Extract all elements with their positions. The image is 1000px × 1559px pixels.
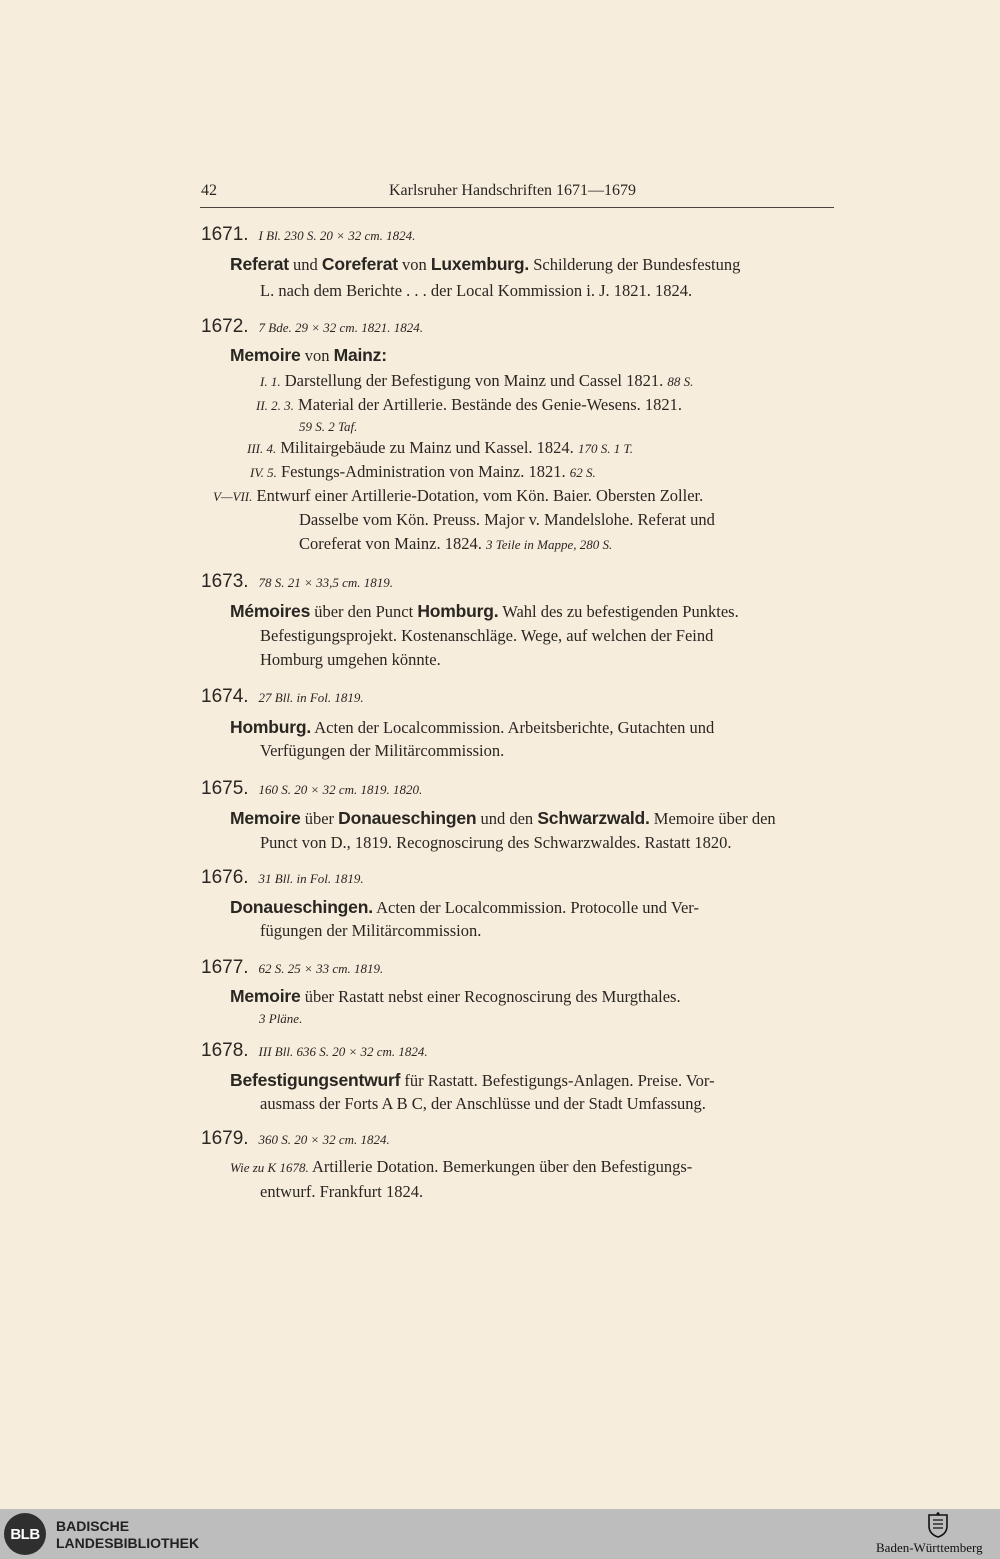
entry-1679-line-2: entwurf. Frankfurt 1824. (260, 1182, 424, 1201)
entry-1676-header (201, 867, 364, 889)
entry-meta: 7 Bde. 29 × 32 cm. 1821. 1824. (258, 320, 423, 335)
entry-1671-line-2: L. nach dem Berichte . . . der Local Kommission i. J. 1821. 1824. (260, 281, 693, 300)
entry-1672-item-3: III. 4. Militairgebäude zu Mainz und Kassel. 1824. 170 S. 1 T. (247, 438, 633, 457)
entry-meta: 78 S. 21 × 33,5 cm. 1819. (258, 575, 393, 590)
entry-1677-note: 3 Pläne. (259, 1011, 303, 1026)
entry-1673-header (201, 571, 393, 593)
title-word: Referat (230, 254, 289, 274)
entry-1674-line-1: Homburg. Acten der Localcommission. Arbeitsberichte, Gutachten und (230, 717, 715, 737)
entry-1672-item-2-note: 59 S. 2 Taf. (299, 419, 358, 434)
entry-1679-header (201, 1128, 390, 1150)
entry-number: 1679. (201, 1128, 249, 1149)
entry-meta: III Bll. 636 S. 20 × 32 cm. 1824. (258, 1044, 428, 1059)
entry-1673-line-3: Homburg umgehen könnte. (260, 650, 441, 669)
entry-number: 1673. (201, 571, 249, 592)
entry-1677-header (201, 957, 383, 979)
entry-1672-item-4: IV. 5. Festungs-Administration von Mainz. 1821. 62 S. (250, 462, 596, 481)
entry-1679-line-1: Wie zu K 1678. Artillerie Dotation. Bemerkungen über den Befestigungs- (230, 1157, 693, 1176)
entry-1672-heading: Memoire von Mainz: (230, 345, 387, 365)
entry-meta: I Bl. 230 S. 20 × 32 cm. 1824. (258, 228, 416, 243)
blb-logo-text[interactable] (56, 1518, 199, 1552)
entry-1677-line-1: Memoire über Rastatt nebst einer Recognoscirung des Murgthales. (230, 986, 681, 1006)
entry-1676-line-1: Donaueschingen. Acten der Localcommission. Protocolle und Ver- (230, 897, 699, 917)
entry-1672-item-5: V—VII. Entwurf einer Artillerie-Dotation, vom Kön. Baier. Obersten Zoller. (213, 486, 704, 505)
entry-1675-line-1: Memoire über Donaueschingen und den Schwarzwald. Memoire über den (230, 808, 776, 828)
entry-number: 1678. (201, 1040, 249, 1061)
entry-number: 1677. (201, 957, 249, 978)
title-word: Luxemburg. (430, 254, 530, 274)
entry-1672-item-5-line-3: Coreferat von Mainz. 1824. 3 Teile in Mappe, 280 S. (299, 534, 613, 553)
entry-number: 1671. (201, 224, 249, 245)
entry-1678-header (201, 1040, 428, 1062)
blb-logo[interactable]: BLB (4, 1513, 46, 1555)
entry-1674-line-2: Verfügungen der Militärcommission. (260, 741, 505, 760)
entry-1674-header (201, 686, 364, 708)
entry-1672-item-1: I. 1. Darstellung der Befestigung von Mainz und Cassel 1821. 88 S. (260, 371, 694, 390)
entry-1675-header (201, 778, 422, 800)
entry-1671-line-1: Referat und Coreferat von Luxemburg. Schilderung der Bundesfestung (230, 254, 741, 274)
entry-number: 1674. (201, 686, 249, 707)
footer-bar (0, 1509, 1000, 1559)
entry-1675-line-2: Punct von D., 1819. Recognoscirung des Schwarzwaldes. Rastatt 1820. (260, 833, 732, 852)
entry-number: 1672. (201, 316, 249, 337)
entry-1676-line-2: fügungen der Militärcommission. (260, 921, 482, 940)
entry-1673-line-1: Mémoires über den Punct Homburg. Wahl des zu befestigenden Punktes. (230, 601, 739, 621)
entry-meta: 31 Bll. in Fol. 1819. (258, 871, 364, 886)
entry-1672-item-2: II. 2. 3. Material der Artillerie. Bestände des Genie-Wesens. 1821. (256, 395, 683, 414)
entry-meta: 27 Bll. in Fol. 1819. (258, 690, 364, 705)
running-title: Karlsruher Handschriften 1671—1679 (389, 182, 637, 199)
title-word: Coreferat (321, 254, 398, 274)
entry-meta: 160 S. 20 × 32 cm. 1819. 1820. (258, 782, 423, 797)
entry-meta: 62 S. 25 × 33 cm. 1819. (258, 961, 384, 976)
entry-1673-line-2: Befestigungsprojekt. Kostenanschläge. Wege, auf welchen der Feind (260, 626, 714, 645)
entry-meta: 360 S. 20 × 32 cm. 1824. (258, 1132, 390, 1147)
header-rule (200, 207, 834, 208)
entry-1678-line-1: Befestigungsentwurf für Rastatt. Befestigungs-Anlagen. Preise. Vor- (230, 1070, 715, 1090)
logo-line-2: LANDESBIBLIOTHEK (56, 1535, 200, 1551)
entry-1672-header (201, 316, 423, 338)
entry-1678-line-2: ausmass der Forts A B C, der Anschlüsse und der Stadt Umfassung. (260, 1094, 706, 1113)
coat-of-arms-icon (927, 1512, 949, 1538)
logo-line-1: BADISCHE (56, 1518, 130, 1534)
entry-1671-header (201, 224, 415, 246)
entry-1672-item-5-line-2: Dasselbe vom Kön. Preuss. Major v. Mandelslohe. Referat und (299, 510, 715, 529)
baden-wuerttemberg-logo-text[interactable]: Baden-Württemberg (876, 1540, 983, 1555)
page-number: 42 (201, 182, 217, 199)
entry-number: 1675. (201, 778, 249, 799)
entry-number: 1676. (201, 867, 249, 888)
